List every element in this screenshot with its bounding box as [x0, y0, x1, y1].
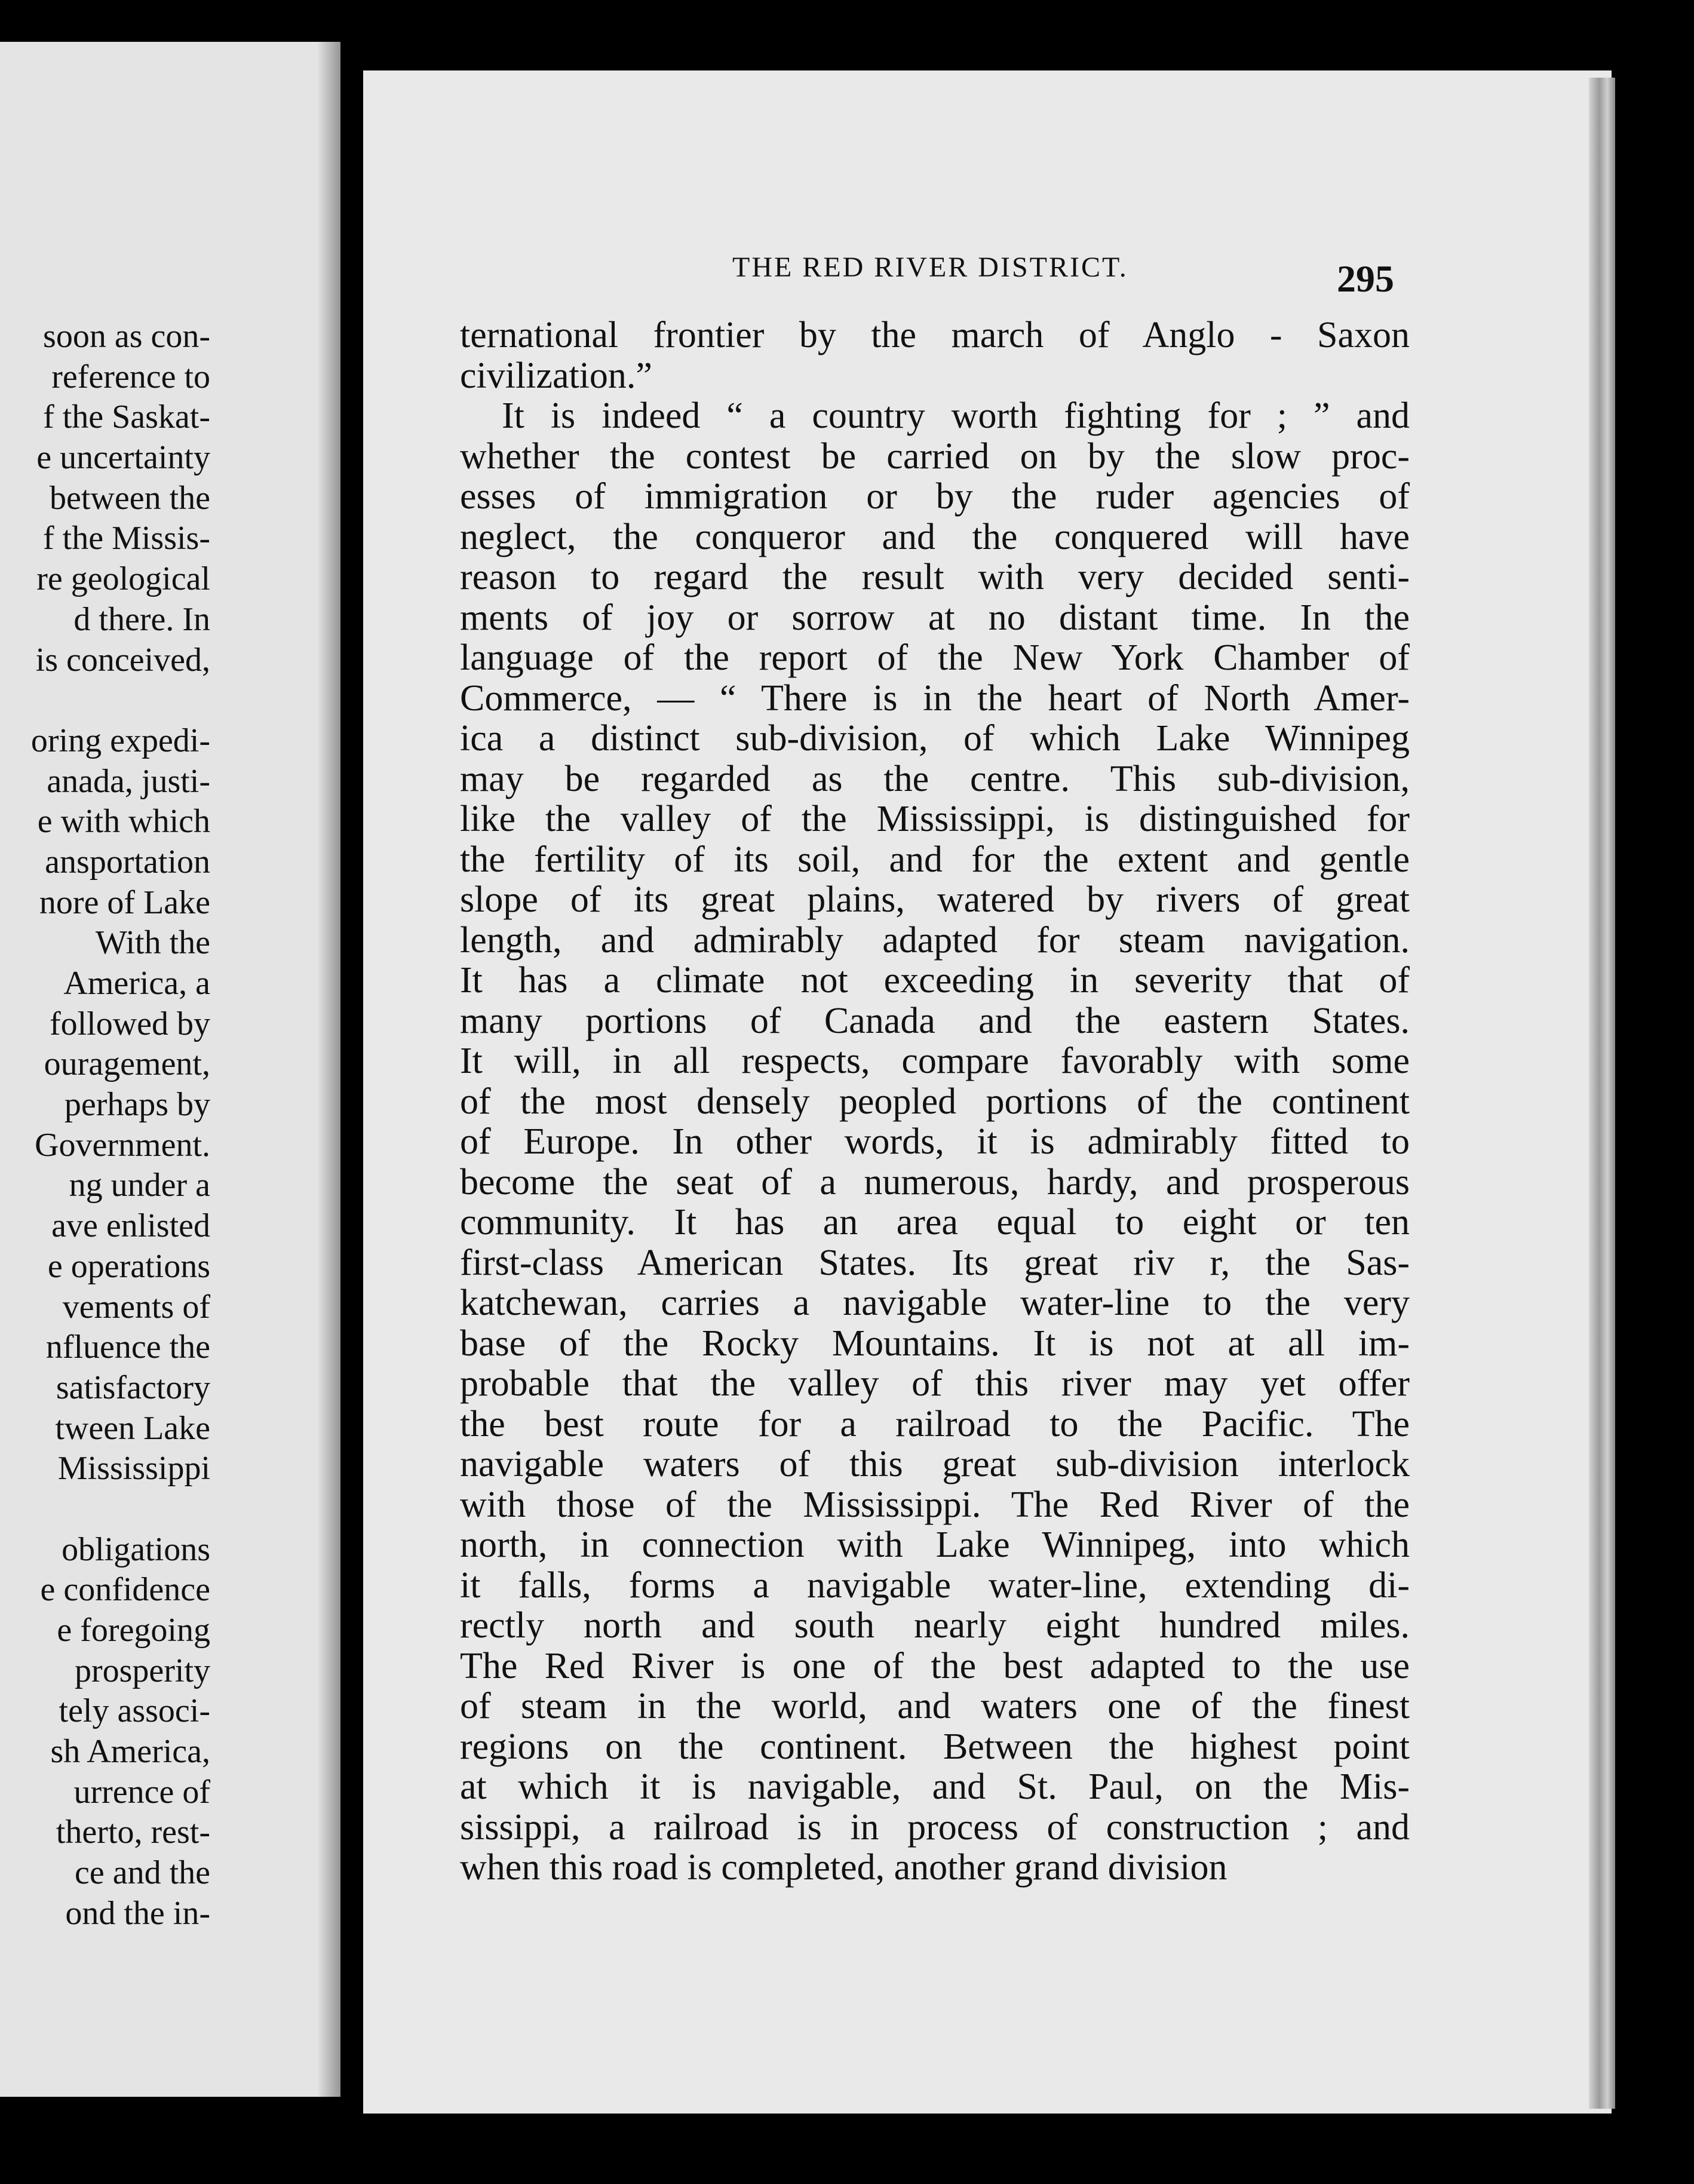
body-text-line: sissippi, a railroad is in process of construction ; and	[460, 1806, 1410, 1848]
left-text-line: ng under a	[69, 1167, 210, 1204]
body-text-line: reason to regard the result with very decided senti-	[460, 557, 1410, 597]
left-text-line: d there. In	[73, 600, 210, 638]
body-text-line: at which it is navigable, and St. Paul, on the Mis-	[460, 1766, 1410, 1807]
left-text-line	[0, 680, 210, 721]
left-page	[0, 42, 340, 2097]
left-text-line: e uncertainty	[36, 439, 210, 477]
body-text-line: civilization.”	[460, 355, 652, 396]
body-text-line: the best route for a railroad to the Pacific. The	[460, 1403, 1410, 1444]
left-text-line: nfluence the	[45, 1329, 210, 1366]
body-text-line: It has a climate not exceeding in severity that of	[460, 960, 1410, 1001]
left-text-line: ansportation	[45, 843, 210, 881]
left-text-line: Mississippi	[57, 1450, 210, 1487]
book-gutter	[340, 0, 363, 2184]
left-text-line: e operations	[47, 1247, 210, 1285]
body-text-line: ments of joy or sorrow at no distant time. In the	[460, 597, 1410, 638]
body-text-line: may be regarded as the centre. This sub-division,	[460, 758, 1410, 799]
body-text-line: It is indeed “ a country worth fighting for ; ” and	[502, 395, 1410, 436]
left-text-line: nore of Lake	[39, 884, 210, 921]
body-text-line: whether the contest be carried on by the slow proc-	[460, 435, 1410, 477]
left-text-line: America, a	[63, 965, 210, 1002]
body-text-line: of Europe. In other words, it is admirably fitted to	[460, 1121, 1410, 1162]
left-text-line: followed by	[49, 1005, 210, 1042]
left-text-line: With the	[95, 924, 210, 962]
body-text-line: navigable waters of this great sub-division interlock	[460, 1444, 1410, 1484]
left-text-line: therto, rest-	[56, 1814, 210, 1851]
body-text-line: katchewan, carries a navigable water-line to the very	[460, 1283, 1410, 1323]
body-text-line: when this road is completed, another grand division	[460, 1847, 1227, 1888]
left-text-line: tely associ-	[59, 1692, 210, 1730]
left-text-line: is conceived,	[35, 641, 210, 679]
body-text-line: of the most densely peopled portions of the continent	[460, 1081, 1410, 1122]
left-text-line: prosperity	[74, 1652, 210, 1689]
body-text-line: regions on the continent. Between the highest point	[460, 1726, 1410, 1767]
body-text-line: ternational frontier by the march of Anglo - Saxon	[460, 315, 1410, 355]
left-text-line: perhaps by	[64, 1086, 210, 1124]
body-text-line: length, and admirably adapted for steam navigation.	[460, 919, 1410, 961]
page-number: 295	[1337, 257, 1394, 300]
left-text-line: ave enlisted	[51, 1207, 210, 1245]
body-text-line: community. It has an area equal to eight or ten	[460, 1202, 1410, 1243]
body-text-line: many portions of Canada and the eastern States.	[460, 1000, 1410, 1041]
left-text-line: soon as con-	[43, 318, 210, 355]
left-text-line: between the	[50, 479, 210, 517]
left-text-line: satisfactory	[56, 1369, 210, 1406]
page-edge	[1589, 78, 1615, 2109]
left-text-line: vements of	[62, 1288, 210, 1326]
body-text-line: rectly north and south nearly eight hundred miles.	[460, 1605, 1410, 1646]
left-text-line: e confidence	[40, 1571, 210, 1609]
body-text-line: of steam in the world, and waters one of the finest	[460, 1686, 1410, 1726]
body-text-line: with those of the Mississippi. The Red River of the	[460, 1484, 1410, 1525]
left-text-line: ouragement,	[44, 1045, 210, 1083]
left-text-line: obligations	[62, 1530, 210, 1568]
left-text-line: Government.	[35, 1126, 210, 1164]
body-text-line: Commerce, — “ There is in the heart of North Amer-	[460, 677, 1410, 719]
left-text-line: oring expedi-	[30, 722, 210, 759]
left-text-line: urrence of	[73, 1773, 210, 1811]
left-text-line: re geological	[36, 560, 210, 598]
body-text-line: become the seat of a numerous, hardy, and prosperous	[460, 1161, 1410, 1203]
left-text-line: sh America,	[50, 1733, 210, 1771]
body-text-line: north, in connection with Lake Winnipeg, into which	[460, 1524, 1410, 1565]
body-text-line: base of the Rocky Mountains. It is not at all im-	[460, 1323, 1410, 1364]
body-text-line: The Red River is one of the best adapted to the use	[460, 1645, 1410, 1686]
left-text-line: tween Lake	[55, 1409, 210, 1447]
left-text-line	[0, 1489, 210, 1530]
body-text-line: neglect, the conqueror and the conquered will have	[460, 516, 1410, 557]
left-text-line: e with which	[37, 803, 210, 841]
body-text-line: first-class American States. Its great riv r, the Sas-	[460, 1242, 1410, 1283]
left-text-line: f the Saskat-	[43, 398, 210, 436]
body-text-line: it falls, forms a navigable water-line, extending di-	[460, 1565, 1410, 1606]
left-text-line: e foregoing	[57, 1612, 210, 1649]
left-text-line: f the Missis-	[43, 520, 210, 557]
body-text-line: probable that the valley of this river may yet offer	[460, 1363, 1410, 1404]
body-text-line: like the valley of the Mississippi, is distinguished for	[460, 799, 1410, 839]
body-text-line: slope of its great plains, watered by rivers of great	[460, 879, 1410, 920]
left-text-line: ond the in-	[65, 1894, 210, 1932]
left-page-gutter-shadow	[317, 42, 340, 2097]
left-text-line: anada, justi-	[47, 762, 210, 800]
left-page-text	[0, 317, 210, 1934]
running-head: THE RED RIVER DISTRICT.	[732, 251, 1128, 283]
body-text-line: ica a distinct sub-division, of which Lake Winnipeg	[460, 718, 1410, 759]
left-text-line: reference to	[51, 358, 210, 395]
body-text-line: It will, in all respects, compare favorably with some	[460, 1041, 1410, 1081]
body-text	[460, 315, 1410, 1888]
left-text-line: ce and the	[75, 1854, 210, 1892]
body-text-line: esses of immigration or by the ruder agencies of	[460, 476, 1410, 517]
body-text-line: language of the report of the New York Chamber of	[460, 637, 1410, 678]
body-text-line: the fertility of its soil, and for the extent and gentle	[460, 839, 1410, 880]
